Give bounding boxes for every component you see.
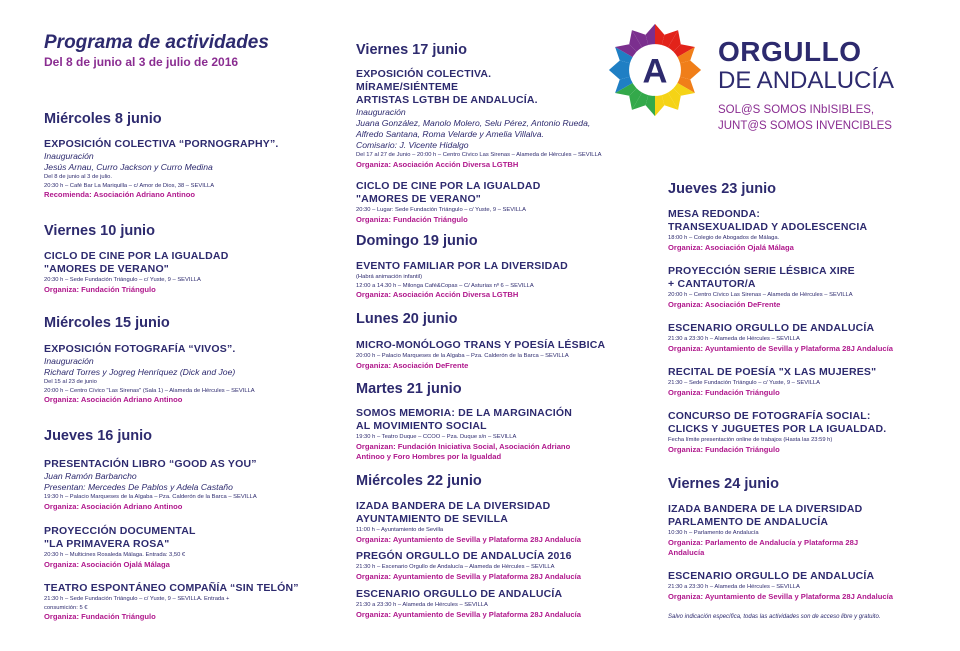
page-title: Programa de actividades bbox=[44, 32, 269, 53]
event-details: Inauguración Juana González, Manolo Molero, Selu Pérez, Antonio Rueda, Alfredo Santana, Roma Velarde y Amelia Villalva. Comisario: J. Vicente Hidalgo bbox=[356, 107, 591, 150]
event-time-place: Del 15 al 23 de junio 20:00 h – Centro Cívico "Las Sirenas" (Sala 1) – Alameda de Hércules – SEVILLA bbox=[44, 379, 255, 394]
event-block bbox=[356, 339, 641, 371]
event-block bbox=[356, 180, 641, 225]
event-title: EXPOSICIÓN COLECTIVA “PORNOGRAPHY”. bbox=[44, 138, 279, 150]
event-organizer: Organiza: Asociación Acción Diversa LGTBH bbox=[356, 290, 519, 299]
event-block bbox=[668, 570, 953, 602]
event-block bbox=[44, 458, 329, 512]
event-organizer: Organiza: Asociación Adriano Antinoo bbox=[44, 395, 183, 404]
day-heading: Miércoles 8 junio bbox=[44, 111, 162, 127]
event-title: ESCENARIO ORGULLO DE ANDALUCÍA bbox=[356, 588, 563, 600]
event-time-place: 21:30 a 23:30 h – Alameda de Hércules – SEVILLA bbox=[356, 602, 488, 608]
day-heading: Domingo 19 junio bbox=[356, 233, 478, 249]
event-organizer: Organiza: Parlamento de Andalucía y Plataforma 28J Andalucía bbox=[668, 537, 859, 557]
event-title: MESA REDONDA: TRANSEXUALIDAD Y ADOLESCENCIA bbox=[668, 208, 868, 233]
event-time-place: 20:00 h – Palacio Marqueses de la Algaba – Pza. Calderón de la Barca – SEVILLA bbox=[356, 353, 569, 359]
event-organizer: Organiza: Fundación Triángulo bbox=[668, 444, 780, 454]
event-block bbox=[356, 68, 641, 170]
logo-title-line2: DE ANDALUCÍA bbox=[718, 67, 895, 94]
event-title: ESCENARIO ORGULLO DE ANDALUCÍA bbox=[668, 322, 875, 334]
event-block bbox=[356, 260, 641, 300]
day-heading: Miércoles 22 junio bbox=[356, 473, 482, 489]
event-time-place: 19:30 h – Teatro Duque – CCOO – Pza. Duque s/n – SEVILLA bbox=[356, 434, 517, 440]
day-heading: Jueves 23 junio bbox=[668, 181, 776, 197]
event-time-place: 20:00 h – Centro Cívico Las Sirenas – Alameda de Hércules – SEVILLA bbox=[668, 292, 853, 298]
event-block bbox=[668, 366, 953, 398]
event-title: PRESENTACIÓN LIBRO “GOOD AS YOU” bbox=[44, 458, 257, 470]
event-title: PROYECCIÓN DOCUMENTAL "LA PRIMAVERA ROSA" bbox=[44, 525, 196, 550]
event-title: EXPOSICIÓN COLECTIVA. MÍRAME/SIÉNTEME ARTISTAS LGTBH DE ANDALUCÍA. bbox=[356, 68, 538, 106]
event-details: Inauguración Richard Torres y Jogreg Henríquez (Dick and Joe) bbox=[44, 356, 236, 377]
event-time-place: 19:30 h – Palacio Marqueses de la Algaba – Pza. Calderón de la Barca – SEVILLA bbox=[44, 494, 257, 500]
logo-tagline-1: SOL@S SOMOS INbISIBLES, bbox=[718, 104, 875, 116]
event-details: Inauguración Jesús Arnau, Curro Jackson y Curro Medina bbox=[44, 151, 213, 172]
event-title: PREGÓN ORGULLO DE ANDALUCÍA 2016 bbox=[356, 550, 572, 562]
event-details: Juan Ramón Barbancho Presentan: Mercedes De Pablos y Adela Castaño bbox=[44, 471, 233, 492]
event-block bbox=[44, 343, 329, 405]
event-time-place: 20:30 h – Sede Fundación Triángulo – c/ Yuste, 9 – SEVILLA bbox=[44, 277, 201, 283]
event-title: CICLO DE CINE POR LA IGUALDAD "AMORES DE VERANO" bbox=[44, 250, 229, 275]
event-title: PROYECCIÓN SERIE LÉSBICA XIRE + CANTAUTOR/A bbox=[668, 265, 855, 290]
event-organizer: Organiza: Fundación Triángulo bbox=[44, 284, 156, 294]
day-heading: Viernes 10 junio bbox=[44, 223, 155, 239]
event-time-place: 21:30 – Sede Fundación Triángulo – c/ Yuste, 9 – SEVILLA bbox=[668, 380, 821, 386]
event-block bbox=[44, 525, 329, 570]
event-block bbox=[356, 500, 641, 545]
event-time-place: 21:30 a 23:30 h – Alameda de Hércules – SEVILLA bbox=[668, 336, 800, 342]
event-organizer: Organiza: Asociación Ojalá Málaga bbox=[668, 242, 794, 252]
event-block bbox=[668, 208, 953, 253]
day-heading: Jueves 16 junio bbox=[44, 428, 152, 444]
event-block bbox=[356, 588, 641, 620]
day-heading: Viernes 24 junio bbox=[668, 476, 779, 492]
event-title: IZADA BANDERA DE LA DIVERSIDAD AYUNTAMIENTO DE SEVILLA bbox=[356, 500, 551, 525]
event-time-place: 20:30 h – Multicines Rosaleda Málaga. Entrada: 3,50 € bbox=[44, 552, 186, 558]
event-title: EVENTO FAMILIAR POR LA DIVERSIDAD bbox=[356, 260, 568, 272]
event-block bbox=[44, 582, 329, 622]
event-title: ESCENARIO ORGULLO DE ANDALUCÍA bbox=[668, 570, 875, 582]
event-organizer: Organiza: Ayuntamiento de Sevilla y Plataforma 28J Andalucía bbox=[356, 534, 581, 544]
event-organizer: Organiza: Fundación Triángulo bbox=[668, 387, 780, 397]
event-time-place: 21:30 a 23:30 h – Alameda de Hércules – SEVILLA bbox=[668, 584, 800, 590]
event-title: RECITAL DE POESÍA "X LAS MUJERES" bbox=[668, 366, 877, 378]
day-heading: Viernes 17 junio bbox=[356, 42, 467, 58]
page-subtitle: Del 8 de junio al 3 de julio de 2016 bbox=[44, 55, 239, 69]
event-time-place: 11:00 h – Ayuntamiento de Sevilla bbox=[356, 527, 444, 533]
event-organizer: Organiza: Fundación Triángulo bbox=[44, 612, 156, 621]
event-block bbox=[668, 410, 953, 455]
event-time-place: (Habrá animación infantil) 12:00 a 14.30 h – Milonga Café&Copas – C/ Asturias nº 6 – SEVILLA bbox=[356, 274, 534, 289]
event-block bbox=[44, 138, 329, 200]
event-block bbox=[356, 407, 641, 462]
event-time-place: 21:30 h – Sede Fundación Triángulo – c/ Yuste, 9 – SEVILLA. Entrada + consumición: 5 € bbox=[44, 596, 230, 611]
event-organizer: Organizan: Fundación Iniciativa Social, Asociación Adriano Antinoo y Foro Hombres por la Igualdad bbox=[356, 441, 571, 461]
event-organizer: Organiza: Fundación Triángulo bbox=[356, 214, 468, 224]
event-organizer: Organiza: Ayuntamiento de Sevilla y Plataforma 28J Andalucía bbox=[356, 571, 581, 581]
event-organizer: Organiza: Asociación Acción Diversa LGTBH bbox=[356, 159, 519, 169]
event-block bbox=[668, 322, 953, 354]
event-title: SOMOS MEMORIA: DE LA MARGINACIÓN AL MOVIMIENTO SOCIAL bbox=[356, 407, 573, 432]
event-time-place: Del 17 al 27 de Junio – 20:00 h – Centro Cívico Las Sirenas – Alameda de Hércules – SEVILLA bbox=[356, 152, 602, 158]
event-time-place: Fecha límite presentación online de trabajos (Hasta las 23:59 h) bbox=[668, 437, 833, 443]
event-organizer: Organiza: Asociación DeFrente bbox=[668, 299, 781, 309]
event-title: TEATRO ESPONTÁNEO COMPAÑÍA “SIN TELÓN” bbox=[44, 582, 299, 594]
event-time-place: 20:30 – Lugar: Sede Fundación Triángulo – c/ Yuste, 9 – SEVILLA bbox=[356, 207, 527, 213]
event-organizer: Recomienda: Asociación Adriano Antinoo bbox=[44, 190, 196, 199]
event-time-place: 18:00 h – Colegio de Abogados de Málaga. bbox=[668, 235, 780, 241]
footnote: Salvo indicación específica, todas las actividades son de acceso libre y gratuito. bbox=[668, 614, 881, 620]
event-organizer: Organiza: Ayuntamiento de Sevilla y Plataforma 28J Andalucía bbox=[356, 609, 581, 619]
logo-letter: A bbox=[642, 52, 668, 91]
event-time-place: Del 8 de junio al 3 de julio. 20:30 h – Café Bar La Mariquilla – c/ Amor de Dios, 38 – SEVILLA bbox=[44, 174, 215, 189]
event-block bbox=[44, 250, 329, 295]
event-title: EXPOSICIÓN FOTOGRAFÍA “VIVOS”. bbox=[44, 343, 236, 355]
event-organizer: Organiza: Ayuntamiento de Sevilla y Plataforma 28J Andalucía bbox=[668, 343, 893, 353]
event-organizer: Organiza: Asociación Adriano Antinoo bbox=[44, 501, 183, 511]
event-time-place: 10:30 h – Parlamento de Andalucía bbox=[668, 530, 759, 536]
event-time-place: 21:30 h – Escenario Orgullo de Andalucía – Alameda de Hércules – SEVILLA bbox=[356, 564, 555, 570]
event-title: MICRO-MONÓLOGO TRANS Y POESÍA LÉSBICA bbox=[356, 339, 606, 351]
event-organizer: Organiza: Asociación Ojalá Málaga bbox=[44, 559, 170, 569]
event-organizer: Organiza: Asociación DeFrente bbox=[356, 360, 469, 370]
logo-title-line1: ORGULLO bbox=[718, 36, 862, 67]
event-block bbox=[356, 550, 641, 582]
event-block bbox=[668, 503, 953, 558]
event-title: CICLO DE CINE POR LA IGUALDAD "AMORES DE VERANO" bbox=[356, 180, 541, 205]
event-organizer: Organiza: Ayuntamiento de Sevilla y Plataforma 28J Andalucía bbox=[668, 591, 893, 601]
day-heading: Lunes 20 junio bbox=[356, 311, 458, 327]
event-title: IZADA BANDERA DE LA DIVERSIDAD PARLAMENTO DE ANDALUCÍA bbox=[668, 503, 863, 528]
logo-tagline-2: JUNT@S SOMOS INVENCIBLES bbox=[718, 120, 892, 132]
day-heading: Martes 21 junio bbox=[356, 381, 462, 397]
event-title: CONCURSO DE FOTOGRAFÍA SOCIAL: CLICKS Y JUGUETES POR LA IGUALDAD. bbox=[668, 410, 887, 435]
event-block bbox=[668, 265, 953, 310]
day-heading: Miércoles 15 junio bbox=[44, 315, 170, 331]
